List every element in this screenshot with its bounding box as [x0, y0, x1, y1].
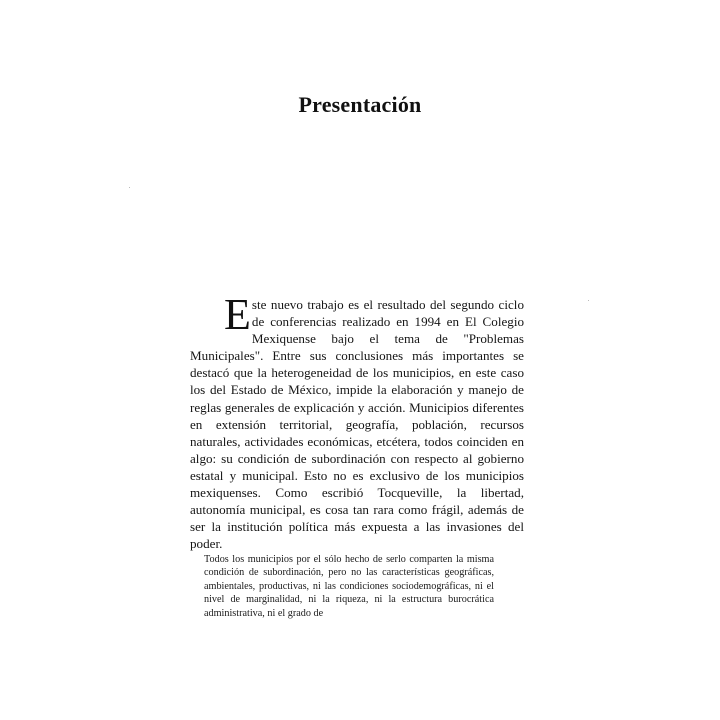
drop-cap: E — [224, 290, 251, 339]
block-quote: Todos los municipios por el sólo hecho de serlo comparten la misma condición de subordinación, pero no las características geográficas, ambientales, productivas, ni las condiciones sociodemográficas, ni el nivel de marginalidad, ni la riqueza, ni la estructura burocrática administrativa, ni el grado de — [204, 554, 494, 619]
scan-speck — [588, 300, 589, 301]
main-paragraph — [190, 290, 524, 552]
page-title: Presentación — [298, 92, 422, 117]
scan-speck — [129, 187, 130, 188]
main-paragraph-text: ste nuevo trabajo es el resultado del segundo ciclo de conferencias realizado en 1994 en El Colegio Mexiquense bajo el tema de "Problemas Municipales". Entre sus conclusiones más importantes se destacó que la heterogeneidad de los municipios, en este caso los del Estado de México, impide la elaboración y manejo de reglas generales de explicación y acción. Municipios diferentes en extensión territorial, geografía, población, recursos naturales, actividades económicas, etcétera, todos coinciden en algo: su condición de subordinación con respecto al gobierno estatal y municipal. Esto no es exclusivo de los municipios mexiquenses. Como escribió Tocqueville, la libertad, autonomía municipal, es cosa tan rara como frágil, además de ser la institución política más expuesta a las invasiones del poder. — [190, 297, 524, 552]
